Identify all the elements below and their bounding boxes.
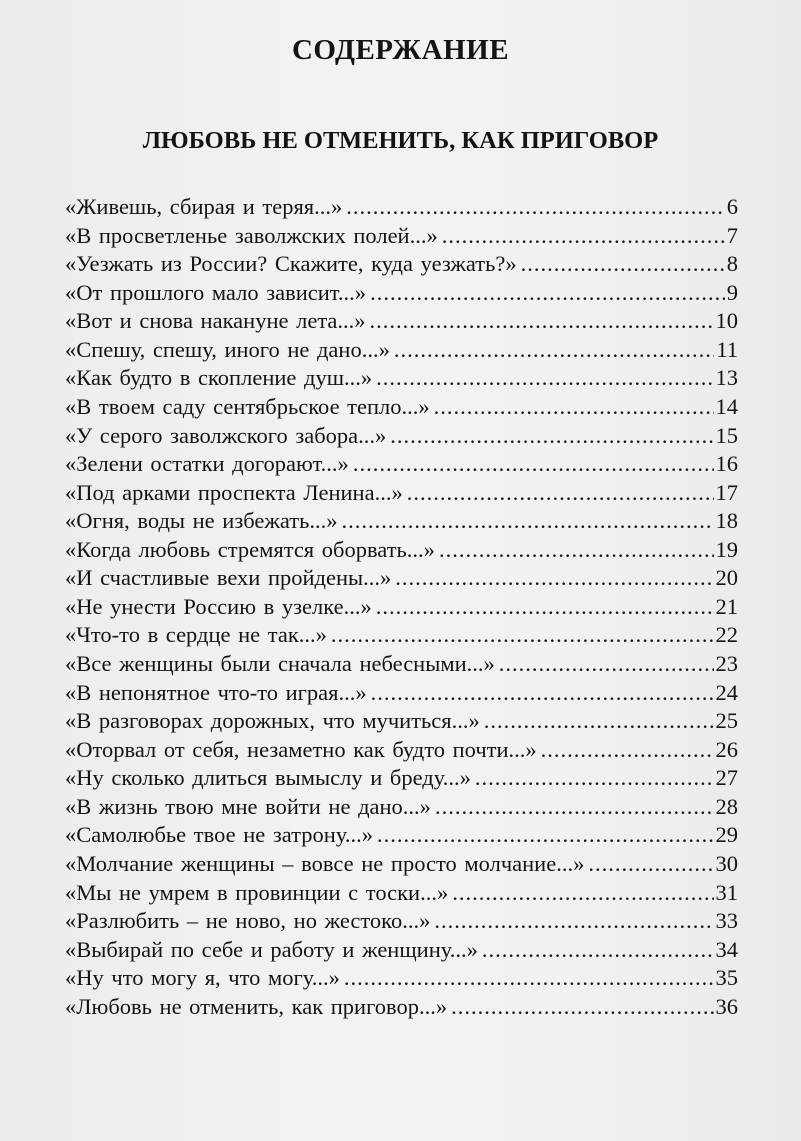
dot-leader bbox=[331, 621, 714, 650]
dot-leader bbox=[442, 222, 725, 251]
toc-entry-title: «Разлюбить – не ново, но жестоко...» bbox=[65, 908, 431, 934]
toc-entry-page-number: 29 bbox=[715, 822, 738, 848]
section-title: ЛЮБОВЬ НЕ ОТМЕНИТЬ, КАК ПРИГОВОР bbox=[142, 127, 659, 154]
toc-entry bbox=[65, 536, 738, 565]
dot-leader bbox=[346, 193, 724, 222]
toc-entry-title: «Живешь, сбирая и теряя...» bbox=[65, 194, 343, 219]
toc-entry-page-number: 33 bbox=[715, 908, 738, 934]
dot-leader bbox=[342, 507, 714, 536]
toc-entry-title: «Когда любовь стремятся оборвать...» bbox=[65, 536, 435, 562]
toc-entry bbox=[65, 422, 738, 451]
toc-entry bbox=[65, 564, 738, 593]
toc-entry bbox=[65, 621, 738, 650]
dot-leader bbox=[395, 564, 713, 593]
toc-entry-title: «От прошлого мало зависит...» bbox=[65, 279, 367, 305]
toc-entry bbox=[65, 507, 738, 536]
toc-entry bbox=[65, 679, 738, 708]
toc-entry-page-number: 23 bbox=[715, 651, 738, 676]
toc-entry-page-number: 34 bbox=[715, 936, 738, 962]
toc-entry bbox=[65, 393, 738, 422]
toc-entry-title: «В твоем саду сентябрьское тепло...» bbox=[65, 393, 430, 419]
toc-entry-title: «В жизнь твою мне войти не дано...» bbox=[65, 793, 431, 819]
toc-entry-page-number: 36 bbox=[715, 993, 738, 1019]
toc-entry-title: «Как будто в скопление душ...» bbox=[65, 365, 373, 391]
dot-leader bbox=[499, 650, 714, 679]
toc-entry-page-number: 25 bbox=[715, 708, 738, 734]
toc-entry-title: «Выбирай по себе и работу и женщину...» bbox=[65, 936, 478, 962]
toc-entry-page-number: 30 bbox=[715, 850, 738, 876]
dot-leader bbox=[370, 279, 725, 308]
toc-entry-page-number: 21 bbox=[715, 593, 738, 619]
toc-entry-title: «Зелени остатки догорают...» bbox=[65, 451, 349, 477]
toc-entry-title: «Ну сколько длиться вымыслу и бреду...» bbox=[65, 765, 471, 791]
toc-entry-page-number: 35 bbox=[715, 965, 738, 991]
toc-entry bbox=[65, 307, 738, 336]
toc-entry-title: «Под арками проспекта Ленина...» bbox=[65, 479, 403, 505]
dot-leader bbox=[394, 336, 715, 365]
dot-leader bbox=[344, 964, 714, 993]
toc-entry-page-number: 8 bbox=[726, 251, 738, 277]
toc-entry bbox=[65, 479, 738, 508]
dot-leader bbox=[390, 422, 713, 451]
toc-entry-page-number: 31 bbox=[715, 879, 738, 905]
toc-entry-title: «Ну что могу я, что могу...» bbox=[65, 965, 340, 991]
toc-entry-page-number: 15 bbox=[715, 422, 738, 448]
toc-entry-page-number: 28 bbox=[715, 793, 738, 819]
table-of-contents bbox=[65, 193, 738, 1021]
toc-entry bbox=[65, 707, 738, 736]
toc-entry bbox=[65, 593, 738, 622]
toc-entry bbox=[65, 364, 738, 393]
toc-entry bbox=[65, 336, 738, 365]
toc-entry-title: «Что-то в сердце не так...» bbox=[65, 622, 327, 648]
toc-entry-title: «Уезжать из России? Скажите, куда уезжать?» bbox=[65, 251, 517, 277]
toc-entry-page-number: 6 bbox=[726, 194, 738, 219]
toc-entry-page-number: 24 bbox=[715, 679, 738, 705]
toc-entry-title: «Вот и снова накануне лета...» bbox=[65, 308, 366, 334]
page-title: СОДЕРЖАНИЕ bbox=[291, 34, 510, 66]
toc-entry-page-number: 7 bbox=[726, 222, 738, 248]
toc-entry bbox=[65, 793, 738, 822]
dot-leader bbox=[376, 364, 713, 393]
toc-entry bbox=[65, 821, 738, 850]
dot-leader bbox=[475, 764, 714, 793]
toc-entry bbox=[65, 964, 738, 993]
toc-entry-title: «Не унести Россию в узелке...» bbox=[65, 593, 372, 619]
dot-leader bbox=[452, 879, 713, 908]
toc-entry-page-number: 16 bbox=[715, 451, 738, 477]
toc-entry-page-number: 26 bbox=[715, 736, 738, 762]
dot-leader bbox=[377, 821, 714, 850]
toc-entry-page-number: 27 bbox=[715, 765, 738, 791]
toc-entry bbox=[65, 450, 738, 479]
dot-leader bbox=[521, 250, 725, 279]
dot-leader bbox=[353, 450, 714, 479]
toc-entry bbox=[65, 993, 738, 1022]
toc-entry bbox=[65, 736, 738, 765]
toc-entry-title: «В разговорах дорожных, что мучиться...» bbox=[65, 708, 480, 734]
toc-entry-title: «В непонятное что-то играя...» bbox=[65, 679, 367, 705]
toc-entry bbox=[65, 850, 738, 879]
dot-leader bbox=[370, 307, 714, 336]
toc-entry bbox=[65, 764, 738, 793]
toc-entry-page-number: 11 bbox=[716, 336, 738, 362]
toc-entry-title: «Самолюбье твое не затрону...» bbox=[65, 822, 373, 848]
toc-entry bbox=[65, 879, 738, 908]
dot-leader bbox=[434, 393, 714, 422]
toc-entry bbox=[65, 222, 738, 251]
toc-entry-page-number: 13 bbox=[715, 365, 738, 391]
toc-entry bbox=[65, 936, 738, 965]
toc-entry-title: «Спешу, спешу, иного не дано...» bbox=[65, 336, 390, 362]
toc-entry-title: «Все женщины были сначала небесными...» bbox=[65, 651, 495, 676]
dot-leader bbox=[439, 536, 714, 565]
toc-entry-title: «Любовь не отменить, как приговор...» bbox=[65, 993, 448, 1019]
toc-entry-page-number: 10 bbox=[715, 308, 738, 334]
toc-entry bbox=[65, 250, 738, 279]
dot-leader bbox=[451, 993, 713, 1022]
dot-leader bbox=[434, 907, 713, 936]
dot-leader bbox=[435, 793, 714, 822]
dot-leader bbox=[541, 736, 714, 765]
toc-entry-page-number: 17 bbox=[715, 479, 738, 505]
toc-entry-page-number: 19 bbox=[715, 536, 738, 562]
toc-entry bbox=[65, 650, 738, 679]
toc-entry-page-number: 18 bbox=[715, 508, 738, 534]
toc-entry-title: «В просветленье заволжских полей...» bbox=[65, 222, 438, 248]
toc-entry-title: «Оторвал от себя, незаметно как будто почти...» bbox=[65, 736, 537, 762]
toc-entry-page-number: 14 bbox=[715, 393, 738, 419]
toc-entry bbox=[65, 279, 738, 308]
dot-leader bbox=[484, 707, 714, 736]
toc-entry bbox=[65, 193, 738, 222]
dot-leader bbox=[407, 479, 714, 508]
toc-entry-title: «Молчание женщины – вовсе не просто молчание...» bbox=[65, 850, 585, 876]
toc-entry-page-number: 9 bbox=[726, 279, 738, 305]
toc-entry-title: «Мы не умрем в провинции с тоски...» bbox=[65, 879, 449, 905]
toc-entry-page-number: 22 bbox=[715, 622, 738, 648]
dot-leader bbox=[376, 593, 714, 622]
toc-entry-page-number: 20 bbox=[715, 565, 738, 591]
toc-entry-title: «И счастливые вехи пройдены...» bbox=[65, 565, 392, 591]
dot-leader bbox=[588, 850, 713, 879]
dot-leader bbox=[371, 679, 714, 708]
dot-leader bbox=[482, 936, 714, 965]
toc-entry bbox=[65, 907, 738, 936]
toc-entry-title: «Огня, воды не избежать...» bbox=[65, 508, 338, 534]
toc-entry-title: «У серого заволжского забора...» bbox=[65, 422, 387, 448]
